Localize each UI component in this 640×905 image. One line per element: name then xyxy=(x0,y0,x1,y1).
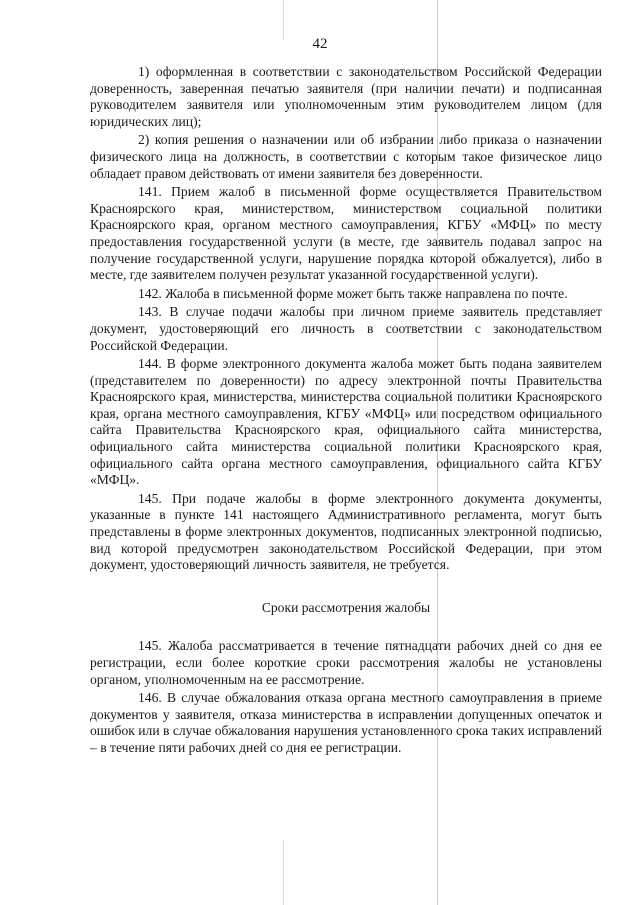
scan-fold-line-top xyxy=(283,0,284,40)
paragraph-142: 142. Жалоба в письменной форме может быть также направлена по почте. xyxy=(138,285,568,301)
document-body xyxy=(90,64,602,759)
paragraph-145-terms: 145. Жалоба рассматривается в течение пятнадцати рабочих дней со дня ее регистрации, если более короткие сроки рассмотрения жалобы не установлены органом, уполномоченным на ее рассмотрение. xyxy=(90,638,602,687)
paragraph-item-2: 2) копия решения о назначении или об избрании либо приказа о назначении физического лица на должность, в соответствии с которым такое физическое лицо обладает правом действовать от имени заявителя без доверенности. xyxy=(90,132,602,181)
paragraph-item-1: 1) оформленная в соответствии с законодательством Российской Федерации доверенность, заверенная печатью заявителя (при наличии печати) и подписанная руководителем заявителя или уполномоченным этим руководителем лицом (для юридических лиц); xyxy=(90,64,602,129)
paragraph-146: 146. В случае обжалования отказа органа местного самоуправления в приеме документов у заявителя, отказа министерства в исправлении допущенных опечаток и ошибок или в случае обжалования нарушения установленного срока таких исправлений – в течение пяти рабочих дней со дня ее регистрации. xyxy=(90,690,602,755)
scan-fold-line-bottom xyxy=(283,840,284,905)
paragraph-143: 143. В случае подачи жалобы при личном приеме заявитель представляет документ, удостоверяющий его личность в соответствии с законодательством Российской Федерации. xyxy=(90,304,602,353)
paragraph-144: 144. В форме электронного документа жалоба может быть подана заявителем (представителем по доверенности) по адресу электронной почты Правительства Красноярского края, министерства, министерства социальной политики Красноярского края, органа местного самоуправления, КГБУ «МФЦ» или посредством официального сайта Правительства Красноярского края, официального сайта министерства, официального сайта министерства социальной политики Красноярского края, официального сайта органа местного самоуправления, официального сайта КГБУ «МФЦ». xyxy=(90,356,602,488)
page-number: 42 xyxy=(312,36,328,52)
paragraph-141: 141. Прием жалоб в письменной форме осуществляется Правительством Красноярского края, министерством, министерством социальной политики Красноярского края, органом местного самоуправления, КГБУ «МФЦ» по месту предоставления государственной услуги (в месте, где заявитель подавал запрос на получение государственной услуги, нарушение порядка которой обжалуется), либо в месте, где заявителем получен результат указанной государственной услуги). xyxy=(90,184,602,283)
section-heading: Сроки рассмотрения жалобы xyxy=(261,599,431,615)
paragraph-145-electronic: 145. При подаче жалобы в форме электронного документа документы, указанные в пункте 141 настоящего Административного регламента, могут быть представлены в форме электронных документов, подписанных электронной подписью, вид которой предусмотрен законодательством Российской Федерации, при этом документ, удостоверяющий личность заявителя, не требуется. xyxy=(90,490,602,573)
